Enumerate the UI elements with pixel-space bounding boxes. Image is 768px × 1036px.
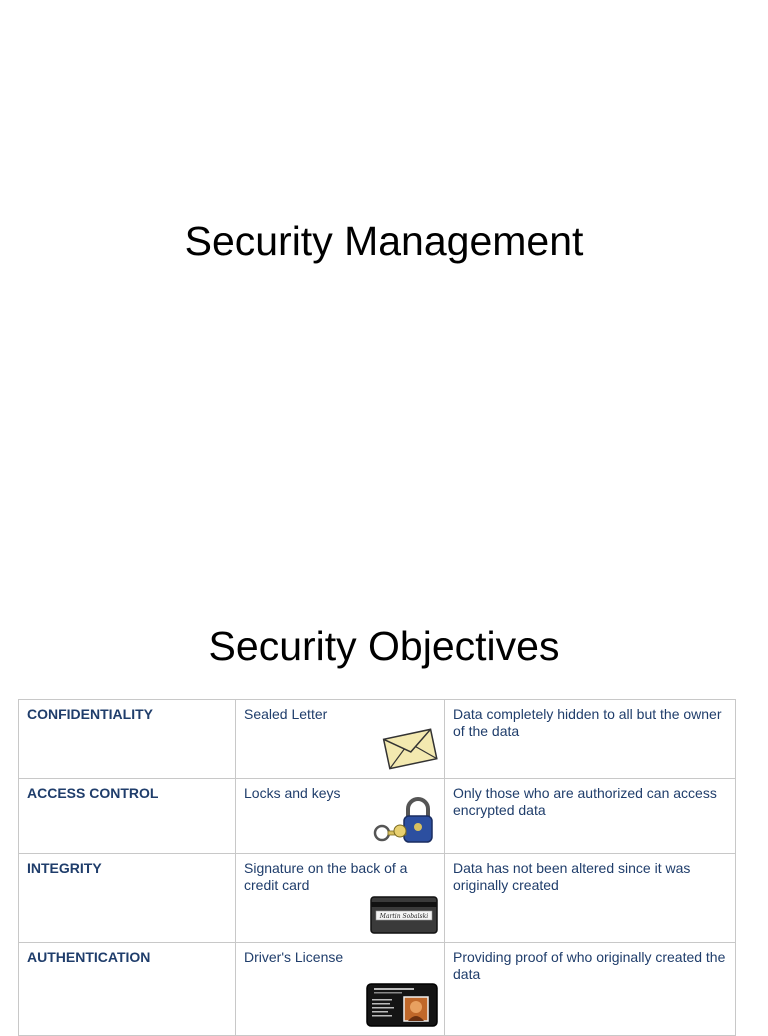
security-objectives-table	[18, 699, 736, 1036]
analogy-text: Locks and keys	[244, 785, 341, 801]
objective-cell: INTEGRITY	[19, 854, 236, 943]
analogy-cell	[236, 854, 445, 943]
analogy-text: Signature on the back of a credit card	[244, 860, 408, 893]
analogy-text: Sealed Letter	[244, 706, 328, 722]
padlock-icon	[370, 797, 438, 849]
slide-title-security-management: Security Management	[184, 218, 584, 264]
objective-cell: CONFIDENTIALITY	[19, 700, 236, 779]
envelope-icon	[382, 726, 438, 774]
table-row	[19, 943, 736, 1036]
card-signature: Martin Sobalski	[379, 913, 429, 920]
objective-cell: ACCESS CONTROL	[19, 779, 236, 854]
table-row	[19, 700, 736, 779]
analogy-cell	[236, 700, 445, 779]
description-cell: Data completely hidden to all but the owner of the data	[445, 700, 736, 779]
table-row	[19, 854, 736, 943]
description-cell: Providing proof of who originally created the data	[445, 943, 736, 1036]
credit-card-icon	[370, 896, 438, 938]
analogy-cell	[236, 779, 445, 854]
description-cell: Data has not been altered since it was originally created	[445, 854, 736, 943]
analogy-text: Driver's License	[244, 949, 344, 965]
slide-title-security-objectives: Security Objectives	[208, 623, 560, 669]
table-row	[19, 779, 736, 854]
analogy-cell	[236, 943, 445, 1036]
description-cell: Only those who are authorized can access encrypted data	[445, 779, 736, 854]
objective-cell: AUTHENTICATION	[19, 943, 236, 1036]
